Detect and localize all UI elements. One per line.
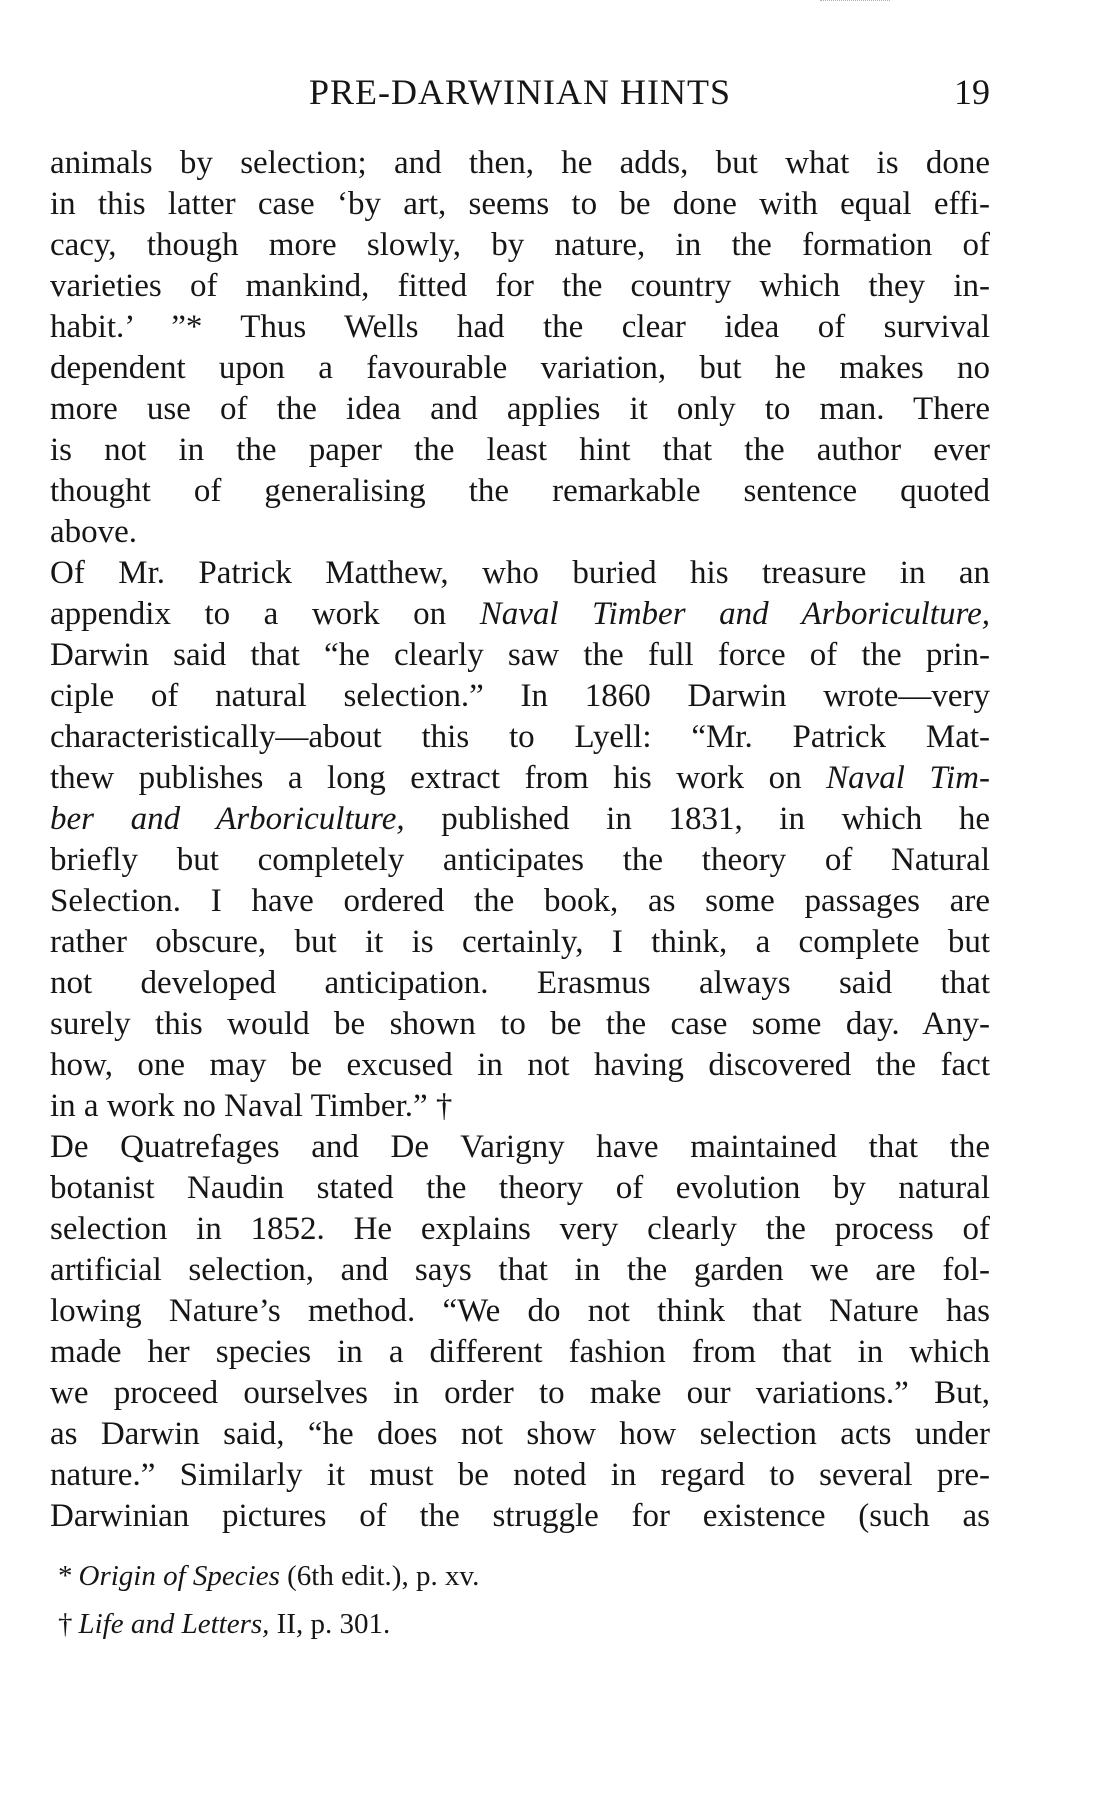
book-title: Naval Timber and Arboriculture, bbox=[479, 596, 990, 632]
body-text bbox=[50, 143, 990, 1537]
text-line: Selection. I have ordered the book, as some passages are bbox=[50, 883, 990, 919]
text-line: selection in 1852. He explains very clearly the process of bbox=[50, 1211, 990, 1247]
text-run: appendix to a work on bbox=[50, 596, 480, 632]
text-line: cacy, though more slowly, by nature, in the formation of bbox=[50, 227, 990, 263]
text-line: how, one may be excused in not having discovered the fact bbox=[50, 1047, 990, 1083]
footnote-title: Life and Letters, bbox=[78, 1608, 270, 1640]
footnote-title: Origin of Species bbox=[78, 1560, 280, 1592]
text-line: in this latter case ‘by art, seems to be done with equal effi- bbox=[50, 186, 990, 222]
text-line: rather obscure, but it is certainly, I think, a complete but bbox=[50, 924, 990, 960]
text-line: animals by selection; and then, he adds, but what is done bbox=[50, 145, 990, 181]
footnote-mark: * bbox=[58, 1560, 73, 1592]
page-number: 19 bbox=[954, 72, 990, 112]
text-line: lowing Nature’s method. “We do not think that Nature has bbox=[50, 1293, 990, 1329]
text-line: as Darwin said, “he does not show how selection acts under bbox=[50, 1416, 990, 1452]
text-line: artificial selection, and says that in the garden we are fol- bbox=[50, 1252, 990, 1288]
footnote-letters bbox=[58, 1604, 988, 1652]
text-line: thought of generalising the remarkable sentence quoted bbox=[50, 473, 990, 509]
text-line: surely this would be shown to be the case some day. Any- bbox=[50, 1006, 990, 1042]
text-line: Of Mr. Patrick Matthew, who buried his treasure in an bbox=[50, 555, 990, 591]
text-run: thew publishes a long extract from his work on bbox=[50, 760, 827, 796]
text-line: nature.” Similarly it must be noted in regard to several pre- bbox=[50, 1457, 990, 1493]
book-title: Naval Tim- bbox=[826, 760, 990, 796]
text-line: not developed anticipation. Erasmus always said that bbox=[50, 965, 990, 1001]
text-line: we proceed ourselves in order to make our variations.” But, bbox=[50, 1375, 990, 1411]
text-line: ciple of natural selection.” In 1860 Darwin wrote—very bbox=[50, 678, 990, 714]
text-line: varieties of mankind, fitted for the country which they in- bbox=[50, 268, 990, 304]
paragraph-matthew bbox=[50, 553, 990, 1127]
text-line: botanist Naudin stated the theory of evolution by natural bbox=[50, 1170, 990, 1206]
text-run: published in 1831, in which he bbox=[404, 801, 990, 837]
text-line: more use of the idea and applies it only to man. There bbox=[50, 391, 990, 427]
paragraph-naudin bbox=[50, 1127, 990, 1537]
text-line: Darwinian pictures of the struggle for existence (such as bbox=[50, 1498, 990, 1534]
text-line bbox=[50, 594, 990, 635]
footnote-origin bbox=[58, 1556, 988, 1604]
text-line: characteristically—about this to Lyell: “Mr. Patrick Mat- bbox=[50, 719, 990, 755]
text-line: is not in the paper the least hint that the author ever bbox=[50, 432, 990, 468]
footnote-text: (6th edit.), p. xv. bbox=[279, 1560, 480, 1592]
text-line: Darwin said that “he clearly saw the full force of the prin- bbox=[50, 637, 990, 673]
footnote-text: II, p. 301. bbox=[269, 1608, 391, 1640]
text-line: above. bbox=[50, 514, 138, 550]
text-line: habit.’ ”* Thus Wells had the clear idea of survival bbox=[50, 309, 990, 345]
paragraph-wells bbox=[50, 143, 990, 553]
text-line bbox=[50, 758, 990, 799]
text-line: in a work no Naval Timber.” † bbox=[50, 1088, 453, 1124]
scan-artifact bbox=[820, 0, 890, 9]
text-line: De Quatrefages and De Varigny have maintained that the bbox=[50, 1129, 990, 1165]
text-line: briefly but completely anticipates the theory of Natural bbox=[50, 842, 990, 878]
text-line: made her species in a different fashion from that in which bbox=[50, 1334, 990, 1370]
running-title: PRE-DARWINIAN HINTS bbox=[309, 72, 731, 112]
footnotes bbox=[58, 1556, 988, 1652]
page-header bbox=[50, 70, 990, 114]
footnote-mark: † bbox=[58, 1608, 73, 1640]
text-line bbox=[50, 799, 990, 840]
book-title: ber and Arboriculture, bbox=[50, 801, 405, 837]
text-line: dependent upon a favourable variation, but he makes no bbox=[50, 350, 990, 386]
